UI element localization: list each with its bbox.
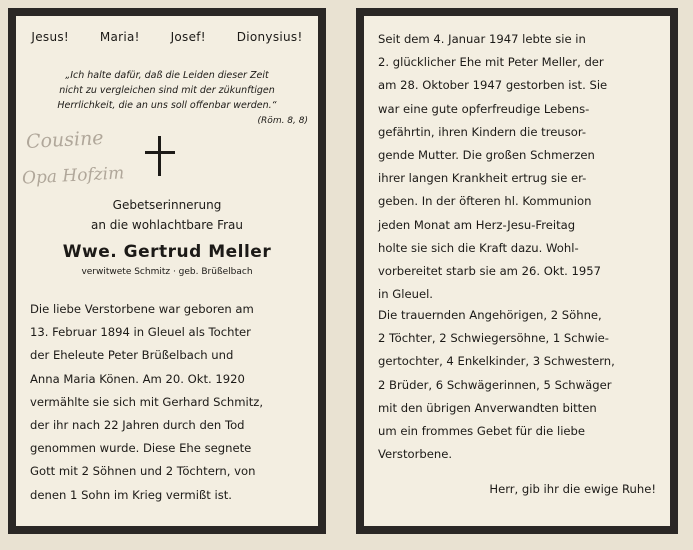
deceased-name-details: verwitwete Schmitz · geb. Brüßelbach xyxy=(81,267,253,277)
heading-line-2: an die wohlachtbare Frau xyxy=(90,218,244,232)
scripture-reference: (Röm. 8, 8) xyxy=(257,116,308,126)
text-line: geben. In der öfteren hl. Kommunion xyxy=(378,194,592,209)
text-line: denen 1 Sohn im Krieg vermißt ist. xyxy=(30,487,232,502)
right-card xyxy=(356,8,678,534)
text-line: am 28. Oktober 1947 gestorben ist. Sie xyxy=(378,78,608,93)
left-card xyxy=(8,8,326,534)
text-line: gende Mutter. Die großen Schmerzen xyxy=(378,148,595,163)
text-line: gefährtin, ihren Kindern die treusor- xyxy=(378,124,587,139)
text-line: der ihr nach 22 Jahren durch den Tod xyxy=(30,418,245,433)
text-line: holte sie sich die Kraft dazu. Wohl- xyxy=(378,240,579,255)
text-line: jeden Monat am Herz-Jesu-Freitag xyxy=(378,217,576,232)
text-line: mit den übrigen Anverwandten bitten xyxy=(378,400,597,415)
text-line: der Eheleute Peter Brüßelbach und xyxy=(30,348,234,363)
text-line: 2 Töchter, 2 Schwiegersöhne, 1 Schwie- xyxy=(378,331,609,346)
deceased-name: Wwe. Gertrud Meller xyxy=(62,242,272,262)
text-line: genommen wurde. Diese Ehe segnete xyxy=(30,441,252,456)
text-line: Verstorbene. xyxy=(378,447,453,462)
heading-line-1: Gebetserinnerung xyxy=(112,198,222,212)
closing-prayer: Herr, gib ihr die ewige Ruhe! xyxy=(489,482,656,496)
text-line: in Gleuel. xyxy=(378,287,433,302)
text-line: vorbereitet starb sie am 26. Okt. 1957 xyxy=(378,264,602,279)
text-line: um ein frommes Gebet für die liebe xyxy=(378,424,586,439)
biography-paragraph xyxy=(30,298,304,507)
handwritten-note-line-1: Cousine xyxy=(25,126,105,154)
text-line: Anna Maria Könen. Am 20. Okt. 1920 xyxy=(30,371,245,386)
scripture-quote xyxy=(24,68,310,113)
text-line: Die trauernden Angehörigen, 2 Söhne, xyxy=(378,308,602,322)
text-line: vermählte sie sich mit Gerhard Schmitz, xyxy=(30,394,264,409)
quote-line: nicht zu vergleichen sind mit der zükunftigen xyxy=(59,85,275,96)
text-line: 2 Brüder, 6 Schwägerinnen, 5 Schwäger xyxy=(378,377,612,392)
left-card-inner xyxy=(16,16,318,526)
text-line: Die liebe Verstorbene war geboren am xyxy=(30,302,254,316)
handwritten-note-line-2: Opa Hofzim xyxy=(21,163,125,189)
invocation-names xyxy=(16,30,318,44)
text-line: Seit dem 4. Januar 1947 lebte sie in xyxy=(378,32,586,46)
invocation-dionysius: Dionysius! xyxy=(236,30,303,44)
quote-line: Herrlichkeit, die an uns soll offenbar werden.“ xyxy=(57,100,277,111)
life-paragraph xyxy=(378,28,656,306)
text-line: ihrer langen Krankheit ertrug sie er- xyxy=(378,171,587,186)
text-line: gertochter, 4 Enkelkinder, 3 Schwestern, xyxy=(378,354,615,369)
text-line: 2. glücklicher Ehe mit Peter Meller, der xyxy=(378,55,604,70)
invocation-maria: Maria! xyxy=(99,30,140,44)
invocation-jesus: Jesus! xyxy=(31,30,70,44)
right-card-inner xyxy=(364,16,670,526)
text-line: war eine gute opferfreudige Lebens- xyxy=(378,101,590,116)
invocation-josef: Josef! xyxy=(170,30,206,44)
quote-line: „Ich halte dafür, daß die Leiden dieser Zeit xyxy=(65,70,269,81)
mourners-paragraph xyxy=(378,304,656,466)
text-line: 13. Februar 1894 in Gleuel als Tochter xyxy=(30,325,251,340)
text-line: Gott mit 2 Söhnen und 2 Töchtern, von xyxy=(30,464,256,479)
